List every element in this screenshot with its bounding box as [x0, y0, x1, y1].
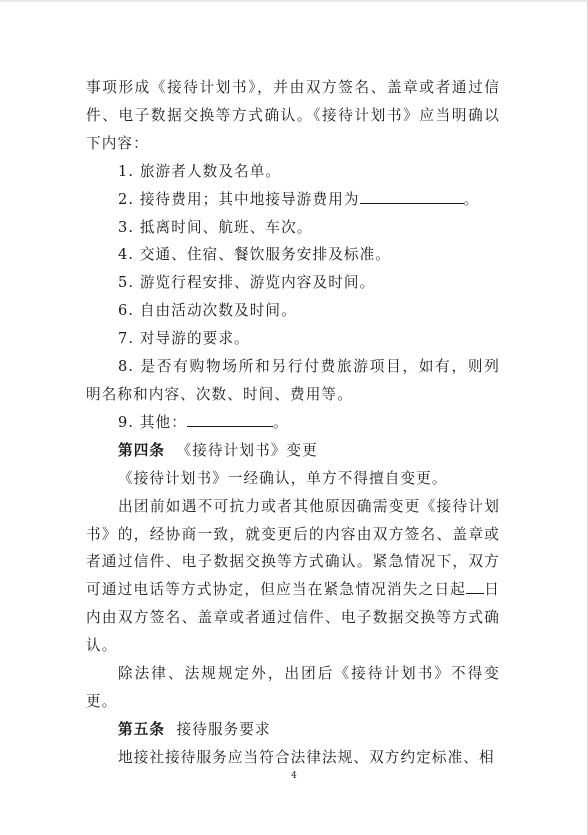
article-4-heading: [86, 437, 500, 465]
list-item-7: 7. 对导游的要求。: [118, 330, 250, 348]
list-item-6: 6. 自由活动次数及时间。: [118, 302, 297, 320]
list-item-2-text: 2. 接待费用；其中地接导游费用为: [118, 190, 360, 208]
list-item-9-end: 。: [272, 413, 289, 431]
article-4-para-1: 《接待计划书》一经确认，单方不得擅自变更。: [118, 469, 448, 487]
article-4-para-2-end: 日内由双方签名、盖章或者通过信件、电子数据交换等方式确认。: [86, 581, 500, 655]
list-item-9: [86, 409, 500, 437]
list-item-8: 8. 是否有购物场所和另行付费旅游项目，如有，则列明名称和内容、次数、时间、费用等。: [86, 358, 500, 403]
article-4-number: 第四条: [118, 441, 166, 459]
list-item-1: 1. 旅游者人数及名单。: [118, 162, 282, 180]
intro-paragraph: 事项形成《接待计划书》，并由双方签名、盖章或者通过信件、电子数据交换等方式确认。《接待计划书》应当明确以下内容：: [86, 79, 500, 152]
list-item-2: [86, 186, 500, 214]
days-blank[interactable]: [466, 579, 484, 594]
article-4-title: 《接待计划书》变更: [176, 441, 318, 459]
article-5-para-1: 地接社接待服务应当符合法律法规、双方约定标准、相: [118, 748, 495, 766]
page-top-edge: [0, 0, 588, 2]
guide-fee-blank[interactable]: [360, 189, 464, 204]
article-4-para-2: [86, 493, 500, 660]
contract-body: [86, 74, 500, 772]
other-blank[interactable]: [187, 412, 273, 427]
article-4-para-2-text: 出团前如遇不可抗力或者其他原因确需变更《接待计划书》的，经协商一致，就变更后的内容由双方签名、盖章或者通过信件、电子数据交换等方式确认。紧急情况下，双方可通过电话等方式协定，但应当在紧急情况消失之日起: [86, 497, 500, 599]
list-item-9-text: 9. 其他：: [118, 413, 187, 431]
list-item-5: 5. 游览行程安排、游览内容及时间。: [118, 274, 376, 292]
article-5-title: 接待服务要求: [176, 720, 271, 738]
article-5-heading: [86, 716, 500, 744]
page-number: 4: [291, 771, 297, 781]
list-item-4: 4. 交通、住宿、餐饮服务安排及标准。: [118, 246, 391, 264]
article-5-number: 第五条: [118, 720, 166, 738]
article-4-para-3: 除法律、法规规定外，出团后《接待计划书》不得变更。: [86, 665, 500, 710]
list-item-2-end: 。: [463, 190, 480, 208]
list-item-3: 3. 抵离时间、航班、车次。: [118, 218, 313, 236]
